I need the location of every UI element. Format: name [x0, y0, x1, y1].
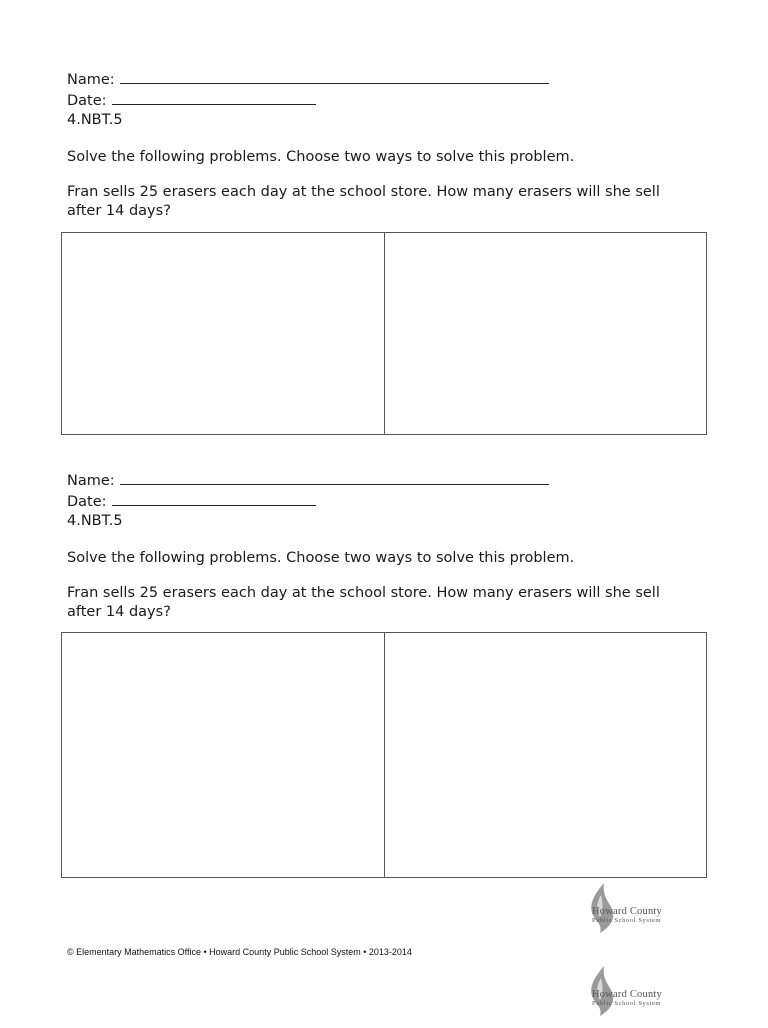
word-problem-line-1: Fran sells 25 erasers each day at the school store. How many erasers will she sell: [67, 184, 660, 200]
name-line: [67, 470, 717, 491]
date-line: [67, 491, 717, 512]
district-logo: [584, 964, 684, 1024]
standard-code: 4.NBT.5: [67, 513, 123, 529]
date-blank: [112, 90, 316, 105]
name-blank: [120, 470, 549, 485]
date-line: [67, 90, 717, 111]
word-problem-line-1: Fran sells 25 erasers each day at the school store. How many erasers will she sell: [67, 585, 660, 601]
instructions: Solve the following problems. Choose two ways to solve this problem.: [67, 550, 575, 566]
name-label: Name:: [67, 72, 115, 88]
name-label: Name:: [67, 473, 115, 489]
date-label: Date:: [67, 494, 107, 510]
work-area-1: [61, 232, 707, 435]
logo-line-2: Public School System: [592, 917, 662, 924]
word-problem: [67, 183, 697, 221]
copyright-footer: © Elementary Mathematics Office • Howard County Public School System • 2013-2014: [67, 947, 412, 957]
work-box-left: [62, 633, 384, 877]
name-blank: [120, 69, 549, 84]
word-problem-line-2: after 14 days?: [67, 604, 171, 620]
worksheet-section-1: [67, 69, 717, 221]
instructions: Solve the following problems. Choose two ways to solve this problem.: [67, 149, 575, 165]
date-label: Date:: [67, 93, 107, 109]
logo-line-1: Howard County: [592, 906, 662, 917]
standard-code: 4.NBT.5: [67, 112, 123, 128]
work-box-right: [384, 633, 707, 877]
worksheet-section-2: [67, 470, 717, 622]
word-problem: [67, 584, 697, 622]
district-logo: [584, 881, 684, 941]
work-box-left: [62, 233, 384, 434]
work-area-2: [61, 632, 707, 878]
word-problem-line-2: after 14 days?: [67, 203, 171, 219]
date-blank: [112, 491, 316, 506]
work-box-right: [384, 233, 707, 434]
logo-line-1: Howard County: [592, 989, 662, 1000]
logo-line-2: Public School System: [592, 1000, 662, 1007]
name-line: [67, 69, 717, 90]
